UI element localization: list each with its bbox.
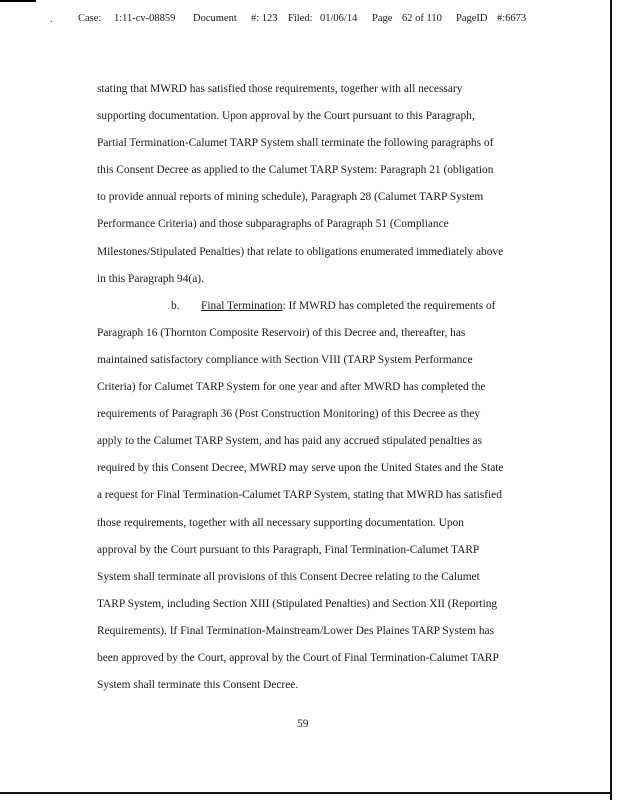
- top-left-rule: [0, 0, 36, 2]
- text-line: this Consent Decree as applied to the Calumet TARP System: Paragraph 21 (obligation: [97, 164, 494, 177]
- header-filed-date: 01/06/14: [320, 13, 358, 24]
- header-pageid-label: PageID: [456, 13, 488, 24]
- text-line: in this Paragraph 94(a).: [97, 272, 204, 285]
- header-pageid-value: #:6673: [497, 13, 527, 24]
- page-bottom-edge: [0, 792, 612, 794]
- header-page-label: Page: [372, 13, 393, 24]
- text-line: to provide annual reports of mining schedule), Paragraph 28 (Calumet TARP System: [97, 191, 484, 204]
- text-line: Performance Criteria) and those subparagraphs of Paragraph 51 (Compliance: [97, 218, 449, 231]
- text-line: requirements of Paragraph 36 (Post Construction Monitoring) of this Decree as they: [97, 408, 481, 421]
- header-dot: .: [50, 14, 53, 25]
- page-right-edge: [610, 0, 612, 800]
- header-page-of: 62 of 110: [402, 13, 442, 24]
- text-line: required by this Consent Decree, MWRD may serve upon the United States and the State: [97, 462, 504, 475]
- text-line: apply to the Calumet TARP System, and has paid any accrued stipulated penalties as: [97, 435, 483, 448]
- subparagraph-heading: Final Termination: [201, 299, 283, 312]
- subparagraph-text: : If MWRD has completed the requirements of: [282, 299, 496, 312]
- text-line: those requirements, together with all necessary supporting documentation. Upon: [97, 516, 464, 529]
- text-line: TARP System, including Section XIII (Stipulated Penalties) and Section XII (Reporting: [97, 597, 498, 610]
- page-number: 59: [297, 718, 309, 730]
- text-line: stating that MWRD has satisfied those requirements, together with all necessary: [97, 83, 463, 95]
- text-line: System shall terminate all provisions of this Consent Decree relating to the Calumet: [97, 570, 480, 583]
- text-line: System shall terminate this Consent Decree.: [97, 679, 299, 692]
- header-doc-number: #: 123: [251, 13, 278, 24]
- header-document-label: Document: [193, 13, 237, 24]
- text-line: Requirements). If Final Termination-Mainstream/Lower Des Plaines TARP System has: [97, 624, 495, 637]
- text-line: been approved by the Court, approval by the Court of Final Termination-Calumet TARP: [97, 651, 499, 664]
- header-filed-label: Filed:: [288, 13, 313, 24]
- subparagraph-label: b.: [171, 299, 180, 312]
- text-line: Paragraph 16 (Thornton Composite Reservoir) of this Decree and, thereafter, has: [97, 326, 466, 339]
- header-case-label: Case:: [78, 13, 102, 24]
- text-line: Partial Termination-Calumet TARP System shall terminate the following paragraphs of: [97, 137, 494, 150]
- text-line: maintained satisfactory compliance with Section VIII (TARP System Performance: [97, 353, 473, 366]
- text-line: approval by the Court pursuant to this Paragraph, Final Termination-Calumet TARP: [97, 543, 480, 556]
- header-case-number: 1:11-cv-08859: [114, 13, 176, 24]
- text-line: supporting documentation. Upon approval by the Court pursuant to this Paragraph,: [97, 110, 475, 123]
- text-line: Milestones/Stipulated Penalties) that relate to obligations enumerated immediately above: [97, 245, 504, 258]
- text-line: a request for Final Termination-Calumet TARP System, stating that MWRD has satisfied: [97, 489, 502, 502]
- text-line: Criteria) for Calumet TARP System for one year and after MWRD has completed the: [97, 381, 486, 394]
- subparagraph-b-first-line: [97, 296, 517, 323]
- document-body: [97, 79, 517, 702]
